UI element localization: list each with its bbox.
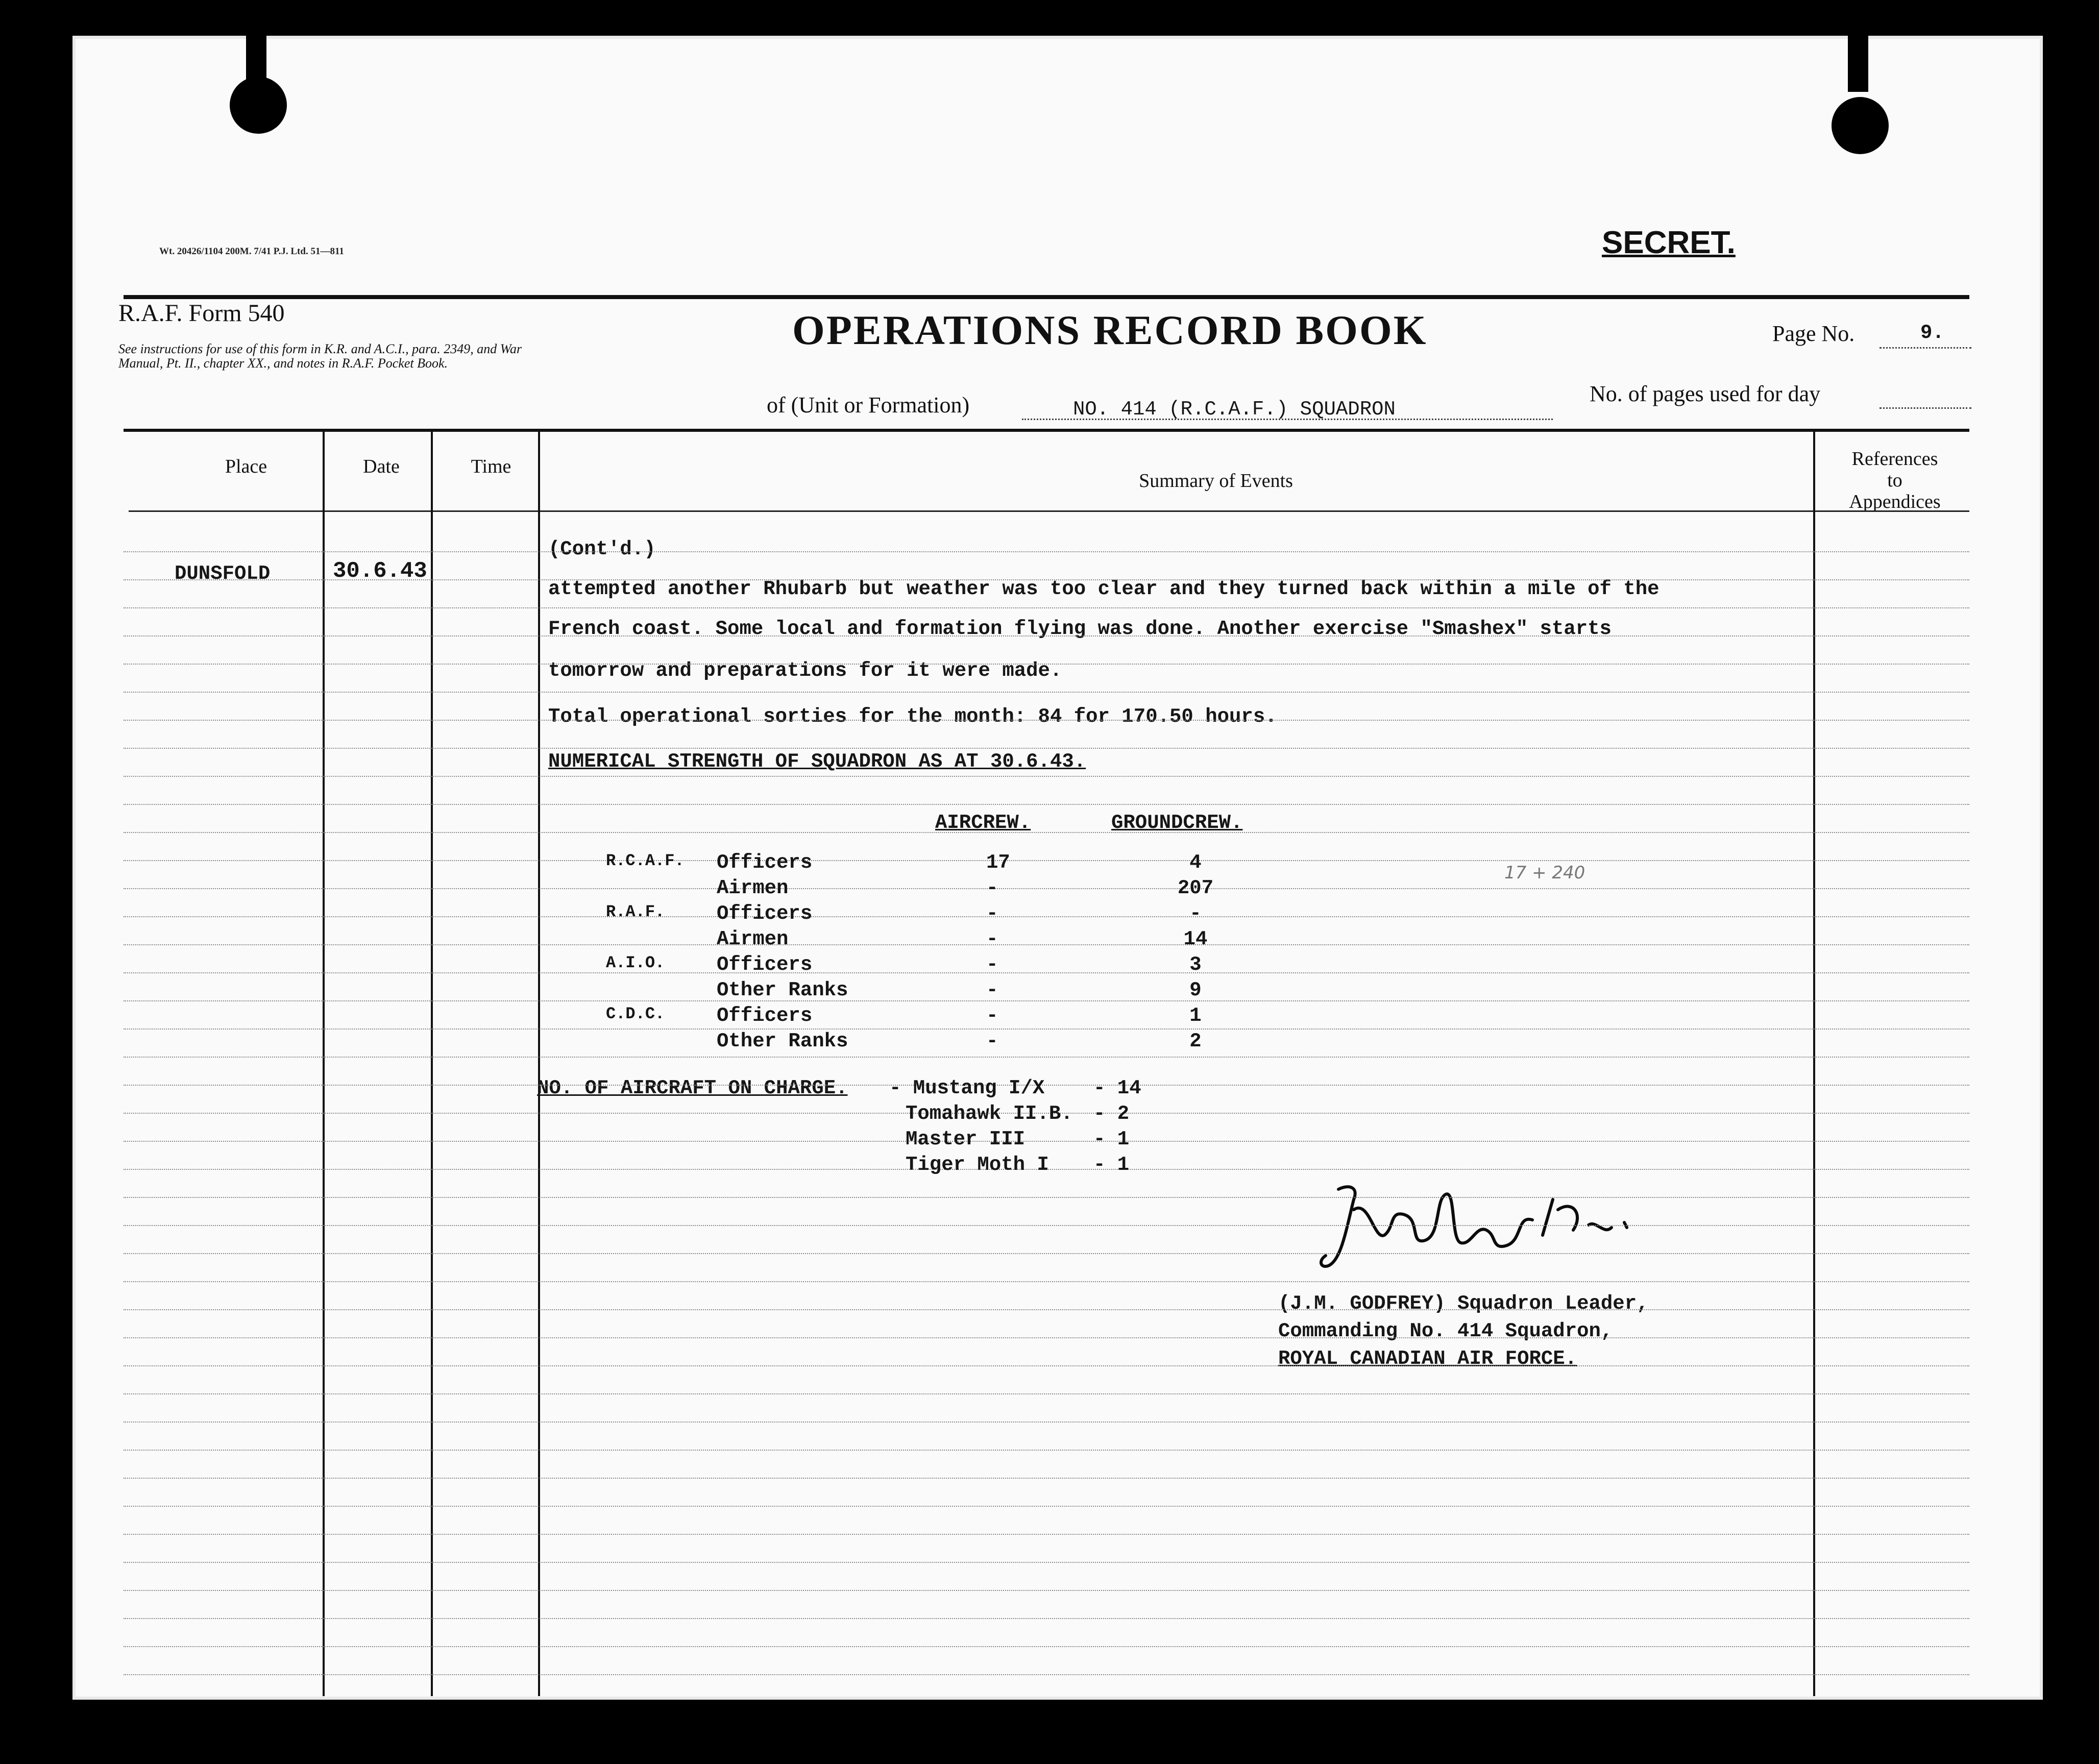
strength-category: Other Ranks <box>717 979 848 1001</box>
ruled-line <box>124 1000 1969 1001</box>
ruled-line <box>124 1618 1969 1619</box>
summary-line-3: French coast. Some local and formation flying was done. Another exercise "Smashex" starts <box>548 618 1612 640</box>
ruled-line <box>124 944 1969 945</box>
strength-aircrew: 17 <box>986 851 1010 874</box>
ruled-line <box>124 692 1969 693</box>
unit-value: NO. 414 (R.C.A.F.) SQUADRON <box>1073 398 1396 421</box>
summary-line-4: tomorrow and preparations for it were made. <box>548 659 1062 682</box>
signature-line-3: ROYAL CANADIAN AIR FORCE. <box>1278 1348 1577 1370</box>
strength-groundcrew: 2 <box>1189 1030 1202 1052</box>
ruled-line <box>124 972 1969 973</box>
ruled-line <box>124 1141 1969 1142</box>
column-references <box>1818 448 1971 512</box>
ruled-line <box>124 664 1969 665</box>
ruled-line <box>124 551 1969 552</box>
column-place: Place <box>225 456 267 477</box>
aircraft-heading: NO. OF AIRCRAFT ON CHARGE. <box>537 1077 848 1099</box>
ruled-line <box>124 1309 1969 1310</box>
column-references-line3: Appendices <box>1849 491 1941 512</box>
strength-aircrew: - <box>986 928 998 950</box>
table-top-rule <box>124 429 1969 432</box>
ruled-line <box>124 1337 1969 1338</box>
strength-service: R.C.A.F. <box>606 851 685 870</box>
signature-line-2: Commanding No. 414 Squadron, <box>1278 1320 1613 1342</box>
strength-aircrew: - <box>986 1004 998 1027</box>
ruled-line <box>124 1365 1969 1366</box>
strength-category: Airmen <box>717 877 789 899</box>
strength-service: A.I.O. <box>606 953 665 972</box>
ruled-line <box>124 1028 1969 1030</box>
ruled-line <box>124 1253 1969 1254</box>
strength-aircrew: - <box>986 953 998 976</box>
record-sheet <box>72 36 2043 1700</box>
ruled-line <box>124 1085 1969 1086</box>
column-date: Date <box>363 456 400 477</box>
ruled-line <box>124 1562 1969 1563</box>
ruled-line <box>124 579 1969 580</box>
ruled-line <box>124 1506 1969 1507</box>
aircraft-type: Tomahawk II.B. <box>906 1102 1073 1125</box>
ruled-line <box>124 607 1969 608</box>
punch-hole-right <box>1832 97 1889 154</box>
ruled-line <box>124 832 1969 833</box>
aircraft-count: - 1 <box>1093 1128 1130 1150</box>
ruled-line <box>124 1534 1969 1535</box>
strength-groundcrew: 1 <box>1189 1004 1202 1027</box>
ruled-line <box>124 1225 1969 1226</box>
aircraft-count: - 1 <box>1093 1154 1130 1176</box>
page-number-label: Page No. <box>1772 321 1855 346</box>
ruled-line <box>124 1478 1969 1479</box>
aircrew-header: AIRCREW. <box>935 812 1031 834</box>
ruled-line <box>124 888 1969 889</box>
ruled-line <box>124 635 1969 636</box>
form-number: R.A.F. Form 540 <box>118 300 285 327</box>
page-number-line <box>1880 347 1971 349</box>
ruled-line <box>124 748 1969 749</box>
punch-hole-left <box>230 77 287 134</box>
aircraft-type: - Mustang I/X <box>889 1077 1045 1099</box>
ruled-line <box>124 916 1969 917</box>
ruled-line <box>124 720 1969 721</box>
ruled-line <box>124 1674 1969 1675</box>
aircraft-count: - 2 <box>1093 1102 1130 1125</box>
page-number-value: 9. <box>1920 322 1944 344</box>
strength-aircrew: - <box>986 902 998 925</box>
groundcrew-header: GROUNDCREW. <box>1111 812 1243 834</box>
column-time: Time <box>471 456 511 477</box>
summary-line-2: attempted another Rhubarb but weather was too clear and they turned back within a mile of the <box>548 578 1659 600</box>
printer-code: Wt. 20426/1104 200M. 7/41 P.J. Ltd. 51—811 <box>159 246 344 257</box>
ruled-line <box>124 1422 1969 1423</box>
header-bottom-rule <box>129 510 1969 512</box>
strength-category: Officers <box>717 902 813 925</box>
aircraft-type: Tiger Moth I <box>906 1154 1049 1176</box>
strength-aircrew: - <box>986 877 998 899</box>
form-instructions: See instructions for use of this form in K.R. and A.C.I., para. 2349, and War Manual, Pt. II., chapter XX., and notes in R.A.F. Pocket Book. <box>118 341 522 371</box>
strength-aircrew: - <box>986 979 998 1001</box>
entry-place: DUNSFOLD <box>175 562 271 585</box>
strength-category: Other Ranks <box>717 1030 848 1052</box>
strength-groundcrew: - <box>1189 902 1202 925</box>
signature-handwriting <box>1318 1179 1634 1276</box>
page-title: OPERATIONS RECORD BOOK <box>792 307 1428 353</box>
pages-used-label: No. of pages used for day <box>1590 381 1821 406</box>
strength-heading: NUMERICAL STRENGTH OF SQUADRON AS AT 30.6.43. <box>548 750 1086 773</box>
pages-used-line <box>1880 407 1971 409</box>
column-references-line1: References <box>1851 448 1938 470</box>
pencil-note: 17 + 240 <box>1504 863 1585 883</box>
column-references-line2: to <box>1887 470 1902 491</box>
ruled-line <box>124 1197 1969 1198</box>
summary-line-1: (Cont'd.) <box>548 538 656 560</box>
ruled-line <box>124 1057 1969 1058</box>
strength-service: C.D.C. <box>606 1004 665 1023</box>
column-summary: Summary of Events <box>1139 470 1293 492</box>
ruled-line <box>124 804 1969 805</box>
ruled-line <box>124 860 1969 861</box>
ruled-line <box>124 1450 1969 1451</box>
strength-category: Airmen <box>717 928 789 950</box>
strength-category: Officers <box>717 953 813 976</box>
aircraft-type: Master III <box>906 1128 1026 1150</box>
ruled-line <box>124 776 1969 777</box>
ruled-line <box>124 1646 1969 1647</box>
entry-date: 30.6.43 <box>333 558 427 584</box>
strength-groundcrew: 3 <box>1189 953 1202 976</box>
strength-service: R.A.F. <box>606 902 665 921</box>
aircraft-count: - 14 <box>1093 1077 1141 1099</box>
unit-label: of (Unit or Formation) <box>767 393 970 418</box>
binder-slot-right <box>1848 31 1868 92</box>
strength-category: Officers <box>717 851 813 874</box>
signature-line-1: (J.M. GODFREY) Squadron Leader, <box>1278 1292 1649 1315</box>
strength-aircrew: - <box>986 1030 998 1052</box>
strength-groundcrew: 207 <box>1177 877 1214 899</box>
ruled-line <box>124 1393 1969 1394</box>
strength-groundcrew: 4 <box>1189 851 1202 874</box>
ruled-line <box>124 1281 1969 1282</box>
strength-groundcrew: 14 <box>1183 928 1208 950</box>
summary-line-5: Total operational sorties for the month: 84 for 170.50 hours. <box>548 705 1277 728</box>
strength-category: Officers <box>717 1004 813 1027</box>
strength-groundcrew: 9 <box>1189 979 1202 1001</box>
header-top-rule <box>124 295 1969 299</box>
classification-stamp: SECRET. <box>1602 225 1736 260</box>
ruled-line <box>124 1590 1969 1591</box>
